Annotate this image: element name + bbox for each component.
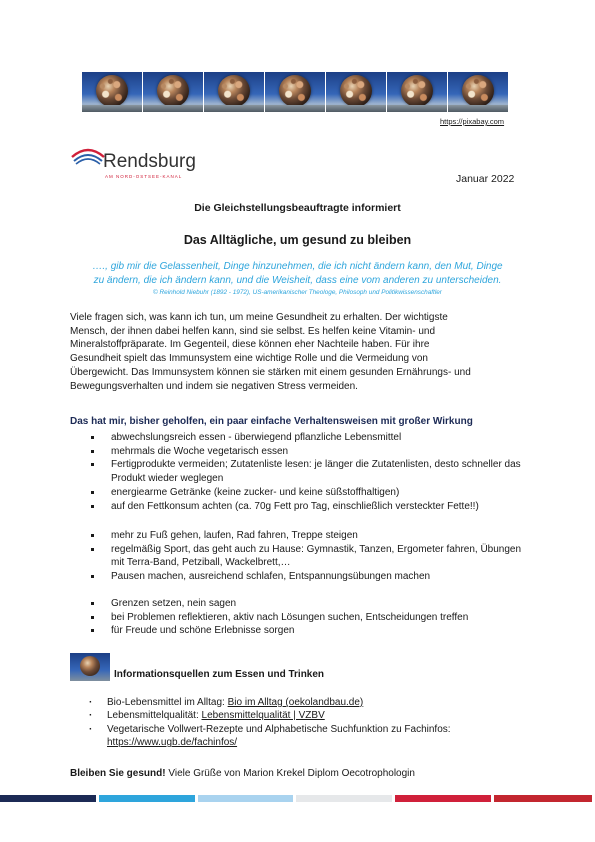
logo-name: Rendsburg bbox=[103, 151, 196, 172]
closing-greeting: Bleiben Sie gesund! bbox=[70, 768, 166, 779]
rendsburg-logo bbox=[70, 141, 196, 181]
source-link-vzbv[interactable]: Lebensmittelqualität | VZBV bbox=[201, 710, 325, 722]
globe-image bbox=[82, 72, 142, 112]
document-title: Das Alltägliche, um gesund zu bleiben bbox=[183, 233, 412, 247]
globe-image bbox=[265, 72, 325, 112]
intro-line: Mineralstoffpräparate. Im Gegenteil, diese können eher Nachteile haben. Für ihre bbox=[70, 339, 430, 351]
logo-subtitle: AM NORD-OSTSEE-KANAL bbox=[105, 174, 183, 179]
list-item: auf den Fettkonsum achten (ca. 70g Fett pro Tag, einschließlich versteckter Fette!!) bbox=[90, 500, 530, 514]
intro-line: Viele fragen sich, was kann ich tun, um meine Gesundheit zu erhalten. Der wichtigste bbox=[70, 312, 448, 323]
globe-image bbox=[387, 72, 447, 112]
intro-paragraph bbox=[70, 311, 530, 393]
source-label: Bio-Lebensmittel im Alltag: bbox=[107, 697, 228, 708]
list-item bbox=[89, 723, 529, 750]
closing-signature: Viele Grüße von Marion Krekel Diplom Oecotrophologin bbox=[165, 768, 415, 779]
intro-line: Gesundheit spielt das Immunsystem eine wichtige Rolle und die Vermeidung von bbox=[70, 353, 428, 365]
quote bbox=[70, 260, 525, 287]
source-link-bio[interactable]: Bio im Alltag (oekolandbau.de) bbox=[227, 697, 364, 708]
list-item: mehr zu Fuß gehen, laufen, Rad fahren, Treppe steigen bbox=[90, 529, 530, 543]
list-item bbox=[89, 696, 529, 709]
quote-line: …., gib mir die Gelassenheit, Dinge hinzunehmen, die ich nicht ändern kann, den Mut, Dinge bbox=[92, 261, 503, 272]
list-item: bei Problemen reflektieren, aktiv nach Lösungen suchen, Entscheidungen treffen bbox=[90, 611, 530, 625]
globe-image bbox=[204, 72, 264, 112]
list-item: Grenzen setzen, nein sagen bbox=[90, 597, 530, 611]
list-item: energiearme Getränke (keine zucker- und keine süßstoffhaltigen) bbox=[90, 486, 530, 500]
info-section-title: Informationsquellen zum Essen und Trinken bbox=[114, 669, 325, 680]
footer-segment bbox=[99, 795, 195, 802]
source-label: Lebensmittelqualität: bbox=[107, 710, 202, 722]
list-item: regelmäßig Sport, das geht auch zu Hause: Gymnastik, Tanzen, Ergometer fahren, Übungen mit Terra-Band, Petziball, Wackelbrett,… bbox=[90, 543, 530, 570]
footer-segment bbox=[198, 795, 294, 802]
info-sources-list bbox=[89, 696, 529, 750]
tips-list-exercise bbox=[90, 529, 530, 584]
list-item: Pausen machen, ausreichend schlafen, Entspannungsübungen machen bbox=[90, 570, 530, 584]
quote-source: © Reinhold Niebuhr (1892 - 1972), US-amerikanischer Theologe, Philosoph und Politikwissenschaftler bbox=[153, 289, 442, 296]
document-date: Januar 2022 bbox=[456, 173, 515, 185]
footer-segment bbox=[395, 795, 491, 802]
document-header: Die Gleichstellungsbeauftragte informiert bbox=[194, 202, 401, 214]
intro-line: Bewegungsverhalten und indem sie negativen Stress vermeiden. bbox=[70, 380, 358, 392]
tips-list-nutrition bbox=[90, 431, 530, 513]
tips-list-wellbeing bbox=[90, 597, 530, 638]
list-item: mehrmals die Woche vegetarisch essen bbox=[90, 445, 530, 459]
section-title: Das hat mir, bisher geholfen, ein paar einfache Verhaltensweisen mit großer Wirkung bbox=[70, 416, 473, 427]
intro-line: Übergewicht. Das Immunsystem können sie stärken mit einem gesunden Ernährungs- und bbox=[70, 366, 471, 378]
footer-color-bar bbox=[0, 795, 595, 802]
footer-segment bbox=[494, 795, 592, 802]
footer-segment bbox=[296, 795, 392, 802]
list-item: abwechslungsreich essen - überwiegend pflanzliche Lebensmittel bbox=[90, 431, 530, 445]
footer-segment bbox=[0, 795, 96, 802]
list-item bbox=[89, 709, 529, 722]
source-label: Vegetarische Vollwert-Rezepte und Alphabetische Suchfunktion zu Fachinfos: bbox=[107, 723, 451, 735]
list-item: für Freude und schöne Erlebnisse sorgen bbox=[90, 624, 530, 638]
closing-line bbox=[70, 768, 415, 779]
globe-image bbox=[448, 72, 508, 112]
globe-icon bbox=[70, 653, 110, 681]
list-item: Fertigprodukte vermeiden; Zutatenliste lesen: je länger die Zutatenlisten, desto schneller das Produkt wieder weglegen bbox=[90, 458, 530, 485]
intro-line: Mensch, der ihnen dabei helfen kann, sind sie selbst. Es helfen keine Vitamin- und bbox=[70, 325, 436, 337]
quote-line: zu ändern, die ich ändern kann, und die Weisheit, dass eine vom anderen zu unterscheiden. bbox=[93, 274, 502, 286]
header-image-strip bbox=[82, 72, 508, 112]
globe-image bbox=[143, 72, 203, 112]
globe-image bbox=[326, 72, 386, 112]
source-link-ugb[interactable]: https://www.ugb.de/fachinfos/ bbox=[107, 737, 238, 749]
image-credit-link[interactable]: https://pixabay.com bbox=[440, 117, 505, 126]
bridge-icon bbox=[70, 143, 106, 165]
